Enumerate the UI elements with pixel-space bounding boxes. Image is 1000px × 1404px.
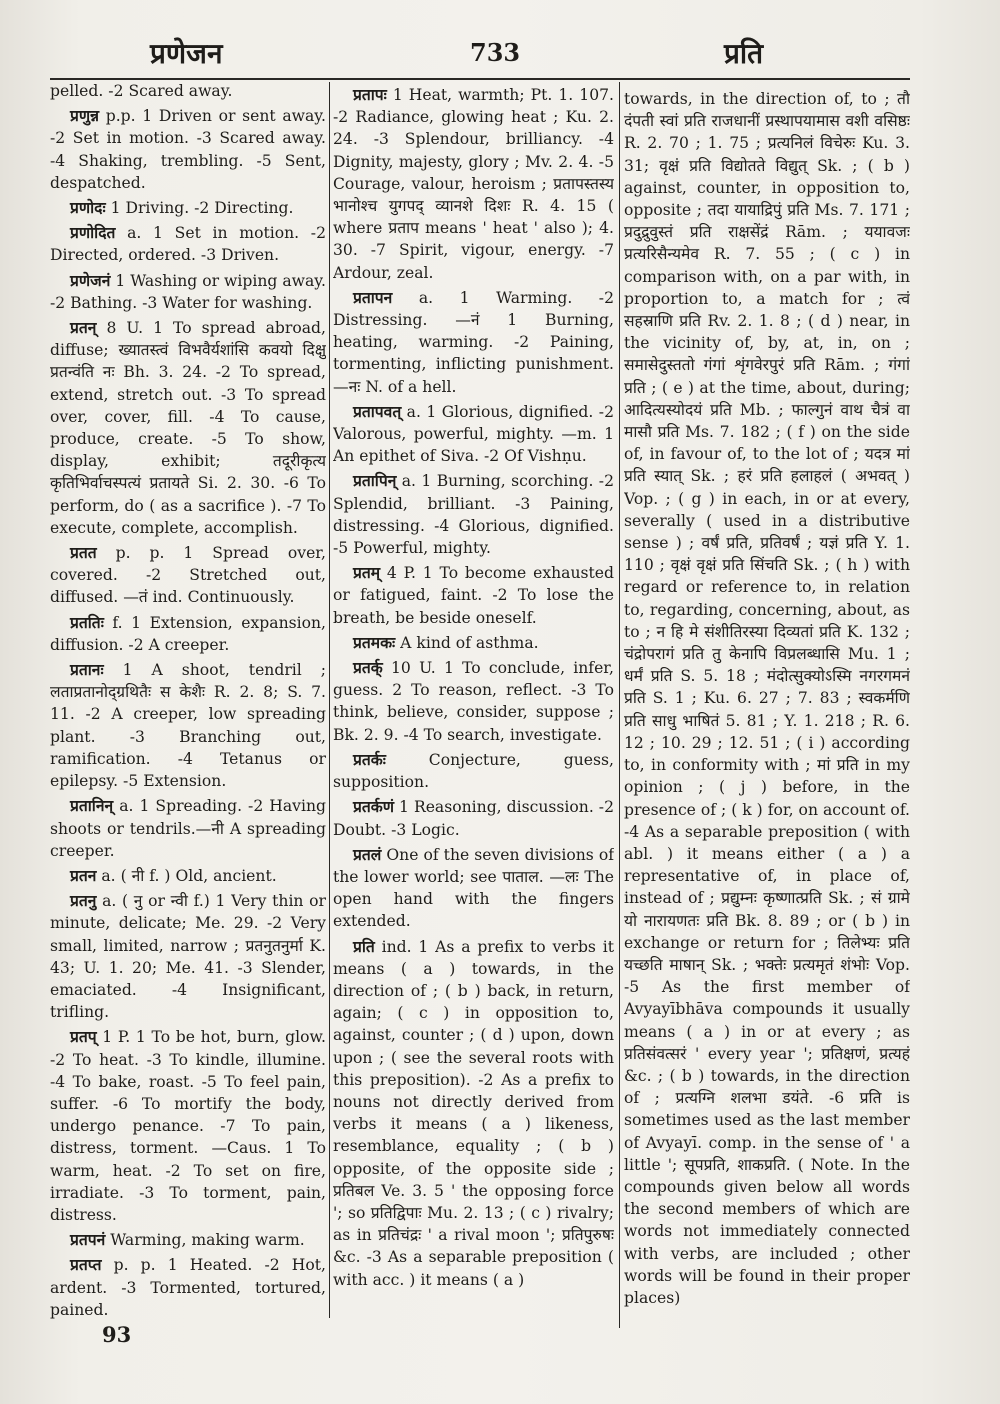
dictionary-entry (50, 612, 326, 656)
dictionary-entry (50, 317, 326, 539)
entry-definition: a. 1 Warming. -2 Distressing. —नं 1 Burning, heating, warming. -2 Paining, tormenting, inflicting punishment. —नः N. of a hell. (333, 288, 614, 396)
entry-headword: प्रति (353, 936, 375, 956)
column-divider (619, 82, 620, 1328)
entry-headword: प्रणेजनं (70, 270, 111, 290)
entry-definition: 4 P. 1 To become exhausted or fatigued, faint. -2 To lose the breath, be beside oneself. (333, 564, 614, 627)
dictionary-entry (50, 542, 326, 609)
entry-definition: a. ( नु or न्वी f.) 1 Very thin or minute, delicate; Me. 29. -2 Very small, limited, narrow ; प्रतनुतनुर्मा K. 43; U. 1. 20; Me. 41. -3 Slender, emaciated. -4 Insignificant, trifling. (50, 892, 326, 1022)
header-left-guide-word: प्रणेजन (150, 37, 223, 70)
entry-headword: प्रतन (70, 865, 97, 885)
entry-headword: प्रतम् (353, 563, 381, 583)
column-left (50, 80, 326, 1320)
dictionary-entry (50, 105, 326, 194)
header-right-guide-word: प्रति (724, 37, 764, 70)
dictionary-entry (50, 865, 326, 887)
dictionary-entry (50, 1254, 326, 1320)
dictionary-entry (333, 287, 614, 398)
entry-headword: प्रतप् (70, 1027, 97, 1047)
entry-definition: 1 Heat, warmth; Pt. 1. 107. -2 Radiance, glowing heat ; Ku. 2. 24. -3 Splendour, brilliancy. -4 Dignity, majesty, glory ; Mv. 2. 4. -5 Courage, valour, heroism ; प्रतापस्तस्य भानोश्च युगपद् व्यानशे दिशः R. 4. 15 ( where प्रताप means ' heat ' also ); 4. 30. -7 Spirit, vigour, energy. -7 Ardour, zeal. (333, 86, 614, 282)
dictionary-entry (333, 562, 614, 629)
entry-headword: प्रणोदः (70, 198, 106, 218)
dictionary-entry (50, 197, 326, 219)
entry-headword: प्रतपनं (70, 1230, 106, 1250)
entry-definition: 1 Washing or wiping away. -2 Bathing. -3 Water for washing. (50, 271, 326, 312)
entry-definition: 1 Reasoning, discussion. -2 Doubt. -3 Logic. (333, 798, 614, 839)
entry-headword: प्रतर्क् (353, 658, 383, 678)
dictionary-entry (333, 401, 614, 468)
entry-definition: 1 Driving. -2 Directing. (105, 199, 294, 218)
dictionary-entry (50, 222, 326, 266)
entry-headword: प्रतनु (70, 891, 97, 911)
entry-headword: प्रतलं (353, 844, 382, 864)
entry-headword: प्रततिः (70, 612, 104, 632)
entry-headword: प्रतन् (70, 318, 97, 338)
entry-headword: प्रतप्त (70, 1255, 102, 1275)
dictionary-entry (50, 1026, 326, 1226)
entry-definition: Conjecture, guess, supposition. (333, 750, 614, 792)
entry-headword: प्रतापिन् (353, 471, 397, 491)
entry-definition: a. 1 Burning, scorching. -2 Splendid, brilliant. -3 Paining, distressing. -4 Glorious, dignified. -5 Powerful, mighty. (333, 472, 614, 558)
entry-definition: p. p. 1 Spread over, covered. -2 Stretched out, diffused. —तं ind. Continuously. (50, 544, 326, 607)
entry-definition: 1 P. 1 To be hot, burn, glow. -2 To heat. -3 To kindle, illumine. -4 To bake, roast. -5 To feel pain, suffer. -6 To mortify the body, undergo penance. -7 To pain, distress, torment. —Caus. 1 To warm, heat. -2 To set on fire, irradiate. -3 To torment, pain, distress. (50, 1028, 326, 1224)
entry-definition: a. ( नी f. ) Old, ancient. (96, 866, 277, 885)
dictionary-entry (624, 88, 910, 1309)
dictionary-entry (333, 749, 614, 793)
column-right (624, 88, 910, 1320)
entry-definition: a. 1 Set in motion. -2 Directed, ordered. -3 Driven. (50, 224, 326, 265)
dictionary-entry (50, 270, 326, 314)
entry-definition: p. p. 1 Heated. -2 Hot, ardent. -3 Tormented, tortured, pained. (50, 1256, 326, 1319)
dictionary-entry (333, 84, 614, 284)
entry-definition: p.p. 1 Driven or sent away. -2 Set in motion. -3 Scared away. -4 Shaking, trembling. -5 Sent, despatched. (50, 107, 326, 192)
dictionary-entry (333, 632, 614, 654)
entry-headword: प्रतर्कः (353, 749, 386, 769)
dictionary-entry (50, 1229, 326, 1251)
dictionary-entry (50, 795, 326, 862)
column-divider (329, 82, 330, 1318)
entry-definition: a. 1 Spreading. -2 Having shoots or tendrils.—नी A spreading creeper. (50, 797, 326, 860)
dictionary-entry (333, 470, 614, 559)
entry-headword: प्रतर्कणं (353, 797, 395, 817)
entry-definition: a. 1 Glorious, dignified. -2 Valorous, powerful, mighty. —m. 1 An epithet of Siva. -2 Of Vishṇu. (333, 402, 614, 466)
entry-headword: प्रणोदित (70, 223, 116, 243)
page-number: 733 (470, 38, 521, 67)
entry-definition: f. 1 Extension, expansion, diffusion. -2 A creeper. (50, 613, 326, 654)
entry-definition: 1 A shoot, tendril ; लताप्रतानोद्ग्रथितैः स केशैः R. 2. 8; S. 7. 11. -2 A creeper, low spreading plant. -3 Branching out, ramification. -4 Tetanus or epilepsy. -5 Extension. (50, 661, 326, 791)
entry-headword: प्रतमकः (353, 632, 396, 652)
entry-headword: प्रतापन (353, 287, 393, 307)
dictionary-entry (333, 936, 614, 1291)
entry-headword: प्रतापः (353, 85, 387, 104)
entry-headword: प्रतापवत् (353, 401, 402, 421)
entry-definition: ind. 1 As a prefix to verbs it means ( a ) towards, in the direction of ; ( b ) back, in return, again; ( c ) in opposition to, against, counter ; ( d ) upon, down upon ; ( see the several roots with this preposition). -2 As a prefix to nouns not directly derived from verbs it means ( a ) likeness, resemblance, equality ; ( b ) opposite, of the opposite side ; प्रतिबल Ve. 3. 5 ' the opposing force '; so प्रतिद्विपाः Mu. 2. 13 ; ( c ) rivalry; as in प्रतिचंद्रः ' a rival moon '; प्रतिपुरुषः &c. -3 As a separable preposition ( with acc. ) it means ( a ) (333, 937, 614, 1289)
column-middle (333, 84, 614, 1320)
dictionary-entry (50, 890, 326, 1023)
running-header (0, 34, 1000, 84)
entry-headword: प्रतत (70, 543, 97, 563)
dictionary-entry (333, 657, 614, 746)
entry-headword: प्रणुन्न (70, 106, 100, 126)
entry-definition: 8 U. 1 To spread abroad, diffuse; ख्यातस्त्वं विभवैर्यशांसि कवयो दिक्षु प्रतन्वंति नः Bh. 3. 24. -2 To spread, extend, stretch out. -3 To spread over, cover, fill. -4 To cause, produce, create. -5 To show, display, exhibit; तदूरीकृत्य कृतिभिर्वाचस्पत्यं प्रतायते Si. 2. 30. -6 To perform, do ( as a sacrifice ). -7 To execute, complete, accomplish. (50, 319, 326, 537)
entry-definition: towards, in the direction of, to ; तौ दंपती स्वां प्रति राजधानीं प्रस्थापयामास वशी वसिष्ठः R. 2. 70 ; 1. 75 ; प्रत्यनिलं विचेरुः Ku. 3. 31; वृक्षं प्रति विद्योतते विद्युत् Sk. ; ( b ) against, counter, in opposition to, opposite ; तदा यायाद्रिपुं प्रति Ms. 7. 171 ; प्रदुद्रुवुस्तं प्रति राक्षसेंद्रं Rām. ; ययावजः प्रत्यरिसैन्यमेव R. 7. 55 ; ( c ) in comparison with, on a par with, in proportion to, a match for ; त्वं सहस्राणि प्रति Rv. 2. 1. 8 ; ( d ) near, in the vicinity of, by, at, in, on ; समासेदुस्ततो गंगां शृंगवेरपुरं प्रति Rām. ; गंगां प्रति ; ( e ) at the time, about, during; आदित्यस्योदयं प्रति Mb. ; फाल्गुनं वाथ चैत्रं वा मासौ प्रति Ms. 7. 182 ; ( f ) on the side of, in favour of, to the lot of ; यदत्र मां प्रति स्यात् Sk. ; हरं प्रति हलाहलं ( अभवत् ) Vop. ; ( g ) in each, in or at every, severally ( used in a distributive sense ) ; वर्षं प्रति, प्रतिवर्षं ; यज्ञं प्रति Y. 1. 110 ; वृक्षं वृक्षं प्रति सिंचति Sk. ; ( h ) with regard or reference to, in relation to, regarding, concerning, about, as to ; न हि मे संशीतिरस्या दिव्यतां प्रति K. 132 ; चंद्रोपरागं प्रति तु केनापि विप्रलब्धासि Mu. 1 ; धर्मं प्रति S. 5. 18 ; मंदोत्सुक्योऽस्मि नगरगमनं प्रति S. 1 ; Ku. 6. 27 ; 7. 83 ; स्वकर्मणि प्रति साधु भाषितं 5. 81 ; Y. 1. 218 ; R. 6. 12 ; 10. 29 ; 12. 51 ; ( i ) according to, in conformity with ; मां प्रति in my opinion ; ( j ) before, in the presence of ; ( k ) for, on account of. -4 As a separable preposition ( with abl. ) it means either ( a ) a representative of, in place of, instead of ; प्रद्युम्नः कृष्णात्प्रति Sk. ; सं ग्रामे यो नारायणतः प्रति Bk. 8. 89 ; or ( b ) in exchange or return for ; तिलेभ्यः प्रति यच्छति माषान् Sk. ; भक्तेः प्रत्यमृतं शंभोः Vop. -5 As the first member of Avyayībhāva compounds it usually means ( a ) in or at every ; as प्रतिसंवत्सरं ' every year '; प्रतिक्षणं, प्रत्यहं &c. ; ( b ) towards, in the direction of ; प्रत्यग्नि शलभा डयंते. -6 प्रति is sometimes used as the last member of Avyayī. comp. in the sense of ' a little '; सूपप्रति, शाकप्रति. ( Note. In the compounds given below all words the second members of which are words not immediately connected with verbs, are included ; other words will be found in their proper places) (624, 90, 910, 1307)
entry-definition: A kind of asthma. (395, 633, 539, 652)
entry-definition: 10 U. 1 To conclude, infer, guess. 2 To reason, reflect. -3 To think, believe, consider, suppose ; Bk. 2. 9. -4 To search, investigate. (333, 659, 614, 744)
dictionary-entry (333, 844, 614, 933)
signature-folio: 93 (102, 1322, 132, 1347)
entry-definition: Warming, making warm. (105, 1231, 305, 1250)
dictionary-entry (50, 80, 326, 102)
entry-definition: pelled. -2 Scared away. (50, 82, 233, 100)
dictionary-entry (333, 796, 614, 840)
entry-definition: One of the seven divisions of the lower world; see पाताल. —लः The open hand with the fingers extended. (333, 845, 614, 931)
dictionary-entry (50, 659, 326, 792)
entry-headword: प्रतानः (70, 660, 104, 680)
entry-headword: प्रतानिन् (70, 796, 114, 816)
